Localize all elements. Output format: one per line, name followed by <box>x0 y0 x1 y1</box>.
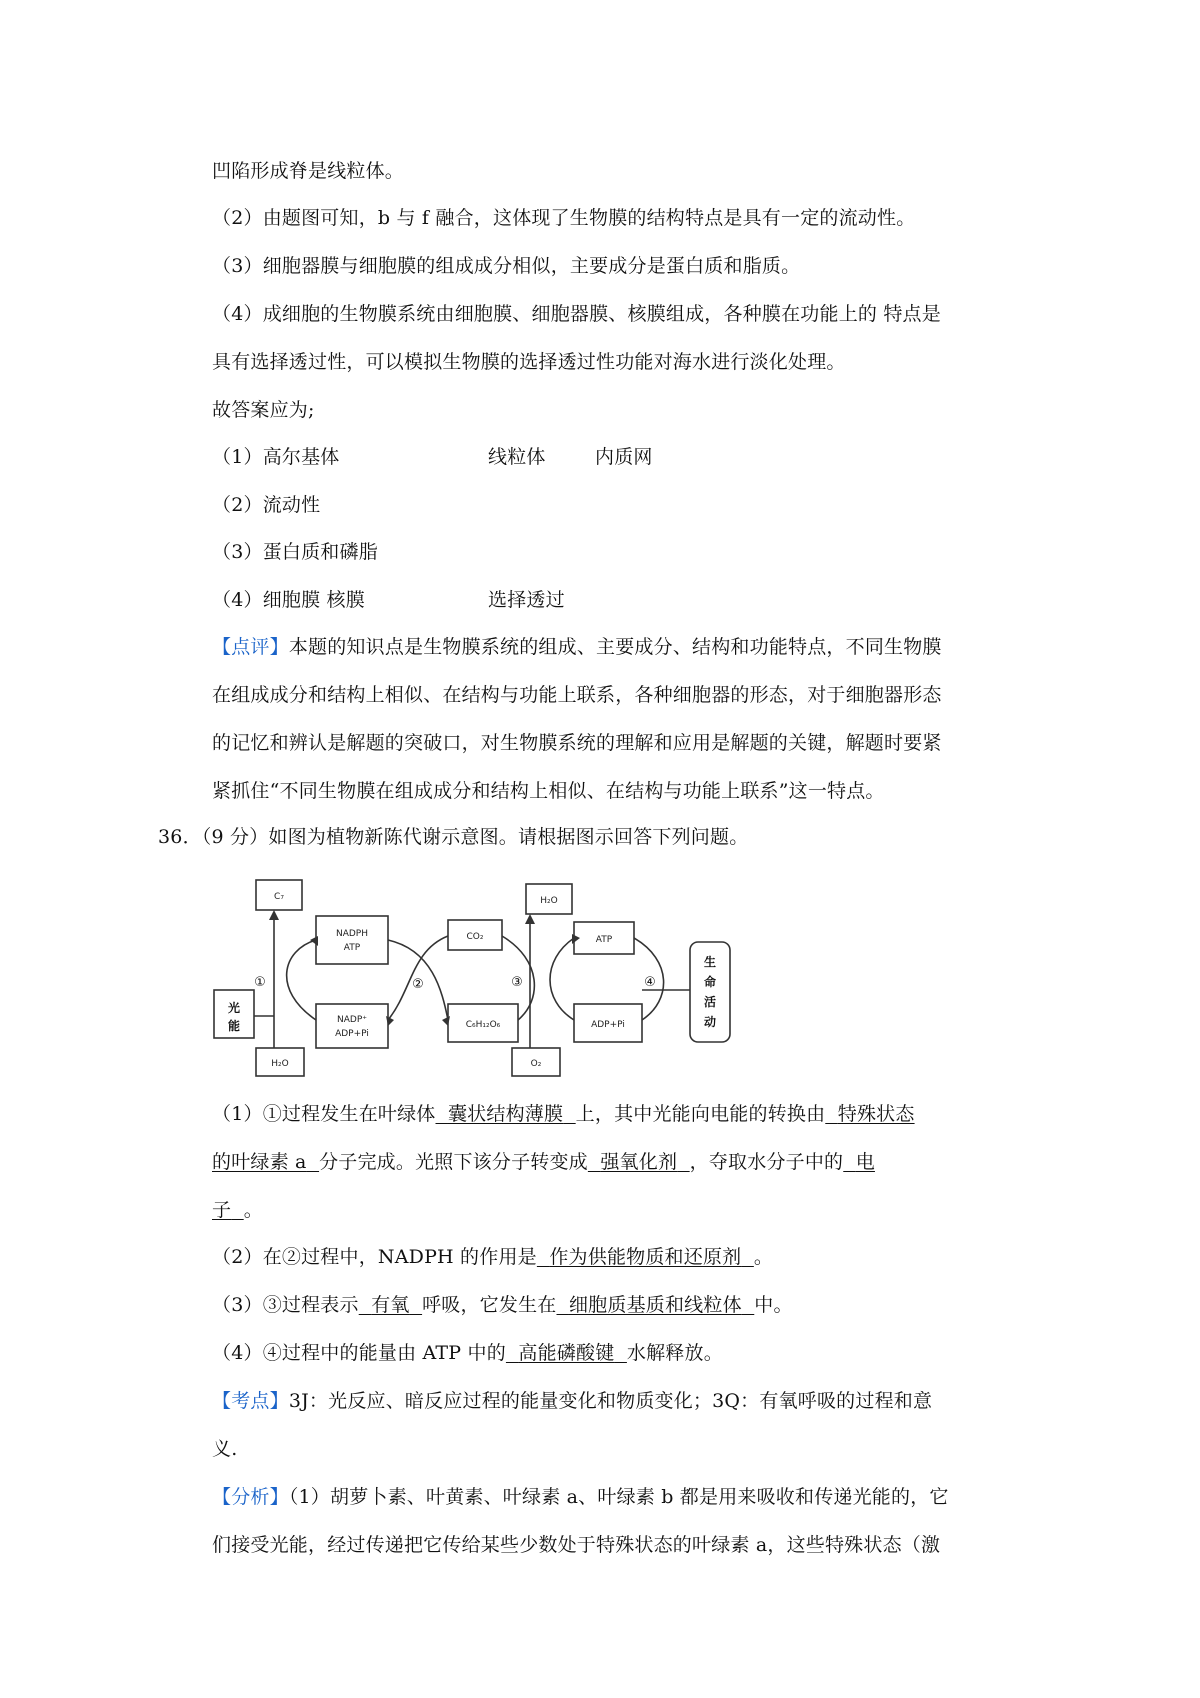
explain-p4-line1: （4）成细胞的生物膜系统由细胞膜、细胞器膜、核膜组成，各种膜在功能上的 特点是 <box>212 303 941 325</box>
q36-1-text-e: 分子完成。光照下该分子转变成 <box>319 1151 588 1173</box>
fenxi-label: 【分析】 <box>212 1486 289 1508</box>
q36-3-text-a: （3）③过程表示 <box>212 1294 359 1316</box>
question-36-stem: 36．（9 分）如图为植物新陈代谢示意图。请根据图示回答下列问题。 <box>158 826 749 848</box>
kaodian-text-1: 3J：光反应、暗反应过程的能量变化和物质变化；3Q：有氧呼吸的过程和意 <box>288 1390 933 1412</box>
label-step-4: ④ <box>644 975 656 990</box>
label-light-1: 光 <box>227 1001 241 1015</box>
q36-3-blank-2 <box>556 1294 754 1316</box>
answer-1-value-1: 高尔基体 <box>262 446 340 468</box>
q36-1-blank-2a <box>825 1103 914 1125</box>
q36-2-text-a: （2）在②过程中，NADPH 的作用是 <box>212 1246 537 1268</box>
answer-2-number: （2） <box>212 494 263 516</box>
q36-1-blank-4a <box>843 1151 875 1173</box>
q36-1-answer-4a: 电 <box>855 1151 875 1173</box>
label-life-2: 命 <box>703 975 717 989</box>
q36-1-text-c: 上，其中光能向电能的转换由 <box>575 1103 826 1125</box>
label-nadp: NADP⁺ <box>337 1015 367 1025</box>
label-atp: ATP <box>595 935 613 945</box>
answer-2 <box>212 492 320 518</box>
answer-4-value-1: 细胞膜 核膜 <box>262 589 365 611</box>
review-line1 <box>212 634 942 660</box>
explain-p4-line2: 具有选择透过性，可以模拟生物膜的选择透过性功能对海水进行淡化处理。 <box>212 351 846 373</box>
q36-3-blank-1 <box>359 1294 422 1316</box>
q36-part4 <box>212 1340 723 1366</box>
q36-part2 <box>212 1244 773 1270</box>
answer-2-value: 流动性 <box>262 494 321 516</box>
answer-3 <box>212 539 378 565</box>
q36-1-blank-3 <box>588 1151 690 1173</box>
arrowhead-atp <box>572 934 580 944</box>
label-nadph: NADPH <box>335 929 369 939</box>
q36-1-answer-2b: 的叶绿素 a <box>212 1151 307 1173</box>
review-label: 【点评】 <box>212 636 289 658</box>
label-step-3: ③ <box>511 975 523 990</box>
answer-4-number: （4） <box>212 589 263 611</box>
q36-1-answer-4b: 子 <box>212 1199 232 1221</box>
label-adp-pi: ADP+Pi <box>591 1020 625 1030</box>
q36-2-text-end: 。 <box>753 1246 774 1268</box>
label-co2: CO₂ <box>466 932 484 942</box>
label-glucose: C₆H₁₂O₆ <box>465 1020 501 1030</box>
q36-1-blank-1 <box>436 1103 576 1125</box>
q36-1-text-end: 。 <box>243 1199 263 1221</box>
q36-part1-line2 <box>212 1149 875 1175</box>
label-o2: O₂ <box>530 1059 542 1069</box>
review-line3: 的记忆和辨认是解题的突破口，对生物膜系统的理解和应用是解题的关键，解题时要紧 <box>212 732 942 754</box>
arrowhead-h2o <box>525 914 535 924</box>
label-nadp-adp: ADP+Pi <box>335 1029 369 1039</box>
answer-1-value-2: 内质网 <box>595 446 653 468</box>
q36-part1-line1 <box>212 1101 915 1127</box>
kaodian-line1 <box>212 1388 932 1414</box>
explain-p2: （2）由题图可知，b 与 f 融合，这体现了生物膜的结构特点是具有一定的流动性。 <box>212 207 916 229</box>
review-line2: 在组成成分和结构上相似、在结构与功能上联系，各种细胞器的形态，对于细胞器形态 <box>212 684 942 706</box>
q36-3-text-c: 呼吸，它发生在 <box>422 1294 557 1316</box>
review-text-1: 本题的知识点是生物膜系统的组成、主要成分、结构和功能特点，不同生物膜 <box>288 636 942 658</box>
label-life-3: 活 <box>703 995 717 1009</box>
nadp-adp-box <box>316 1004 388 1048</box>
label-nadph-atp: ATP <box>343 943 361 953</box>
answer-3-value: 蛋白质和磷脂 <box>262 541 378 563</box>
q36-4-text-a: （4）④过程中的能量由 ATP 中的 <box>212 1342 506 1364</box>
q36-2-blank <box>537 1246 754 1268</box>
answer-1-number: （1） <box>212 446 263 468</box>
answer-1-value-3: 线粒体 <box>488 446 546 468</box>
q36-2-answer: 作为供能物质和还原剂 <box>549 1246 742 1268</box>
label-step-2: ② <box>412 977 424 992</box>
q36-4-blank <box>506 1342 627 1364</box>
fenxi-text-1: （1）胡萝卜素、叶黄素、叶绿素 a、叶绿素 b 都是用来吸收和传递光能的，它 <box>288 1486 949 1508</box>
fenxi-line1 <box>212 1484 949 1510</box>
q36-4-answer: 高能磷酸键 <box>518 1342 615 1364</box>
q36-part3 <box>212 1292 793 1318</box>
q36-4-text-end: 水解释放。 <box>626 1342 723 1364</box>
q36-3-answer-2: 细胞质基质和线粒体 <box>568 1294 742 1316</box>
q36-1-blank-2b <box>212 1151 319 1173</box>
kaodian-line2: 义. <box>212 1438 238 1460</box>
q36-part1-line3 <box>212 1197 263 1223</box>
cycle-1-left <box>287 940 316 1020</box>
label-light-2: 能 <box>227 1019 241 1033</box>
label-life-1: 生 <box>703 955 717 969</box>
answer-1 <box>212 444 912 470</box>
label-h2o-bottom: H₂O <box>271 1059 289 1069</box>
q36-3-text-end: 中。 <box>754 1294 793 1316</box>
kaodian-label: 【考点】 <box>212 1390 289 1412</box>
label-c7: C₇ <box>274 892 284 902</box>
arrowhead-c7 <box>269 910 279 920</box>
q36-1-blank-4b <box>212 1199 244 1221</box>
fenxi-line2: 们接受光能，经过传递把它传给某些少数处于特殊状态的叶绿素 a，这些特殊状态（激 <box>212 1534 941 1556</box>
q36-1-text-g: ，夺取水分子中的 <box>689 1151 844 1173</box>
label-step-1: ① <box>254 975 266 990</box>
answer-4 <box>212 587 912 613</box>
answer-3-number: （3） <box>212 541 263 563</box>
review-line4: 紧抓住“不同生物膜在组成成分和结构上相似、在结构与功能上联系”这一特点。 <box>212 780 885 802</box>
q36-1-answer-2a: 特殊状态 <box>837 1103 915 1125</box>
intro-line: 凹陷形成脊是线粒体。 <box>212 160 405 182</box>
label-life-4: 动 <box>703 1015 717 1029</box>
q36-1-answer-3: 强氧化剂 <box>600 1151 678 1173</box>
q36-3-answer-1: 有氧 <box>371 1294 410 1316</box>
explain-p3: （3）细胞器膜与细胞膜的组成成分相似，主要成分是蛋白质和脂质。 <box>212 255 801 277</box>
answer-4-value-2: 选择透过 <box>488 589 565 611</box>
nadph-atp-box <box>316 916 388 964</box>
q36-1-text-a: （1）①过程发生在叶绿体 <box>212 1103 436 1125</box>
q36-1-answer-1: 囊状结构薄膜 <box>447 1103 564 1125</box>
metabolism-diagram <box>212 870 732 1080</box>
cycle-3-right <box>550 938 574 1020</box>
label-h2o-top: H₂O <box>540 896 558 906</box>
answers-intro: 故答案应为; <box>212 399 315 421</box>
